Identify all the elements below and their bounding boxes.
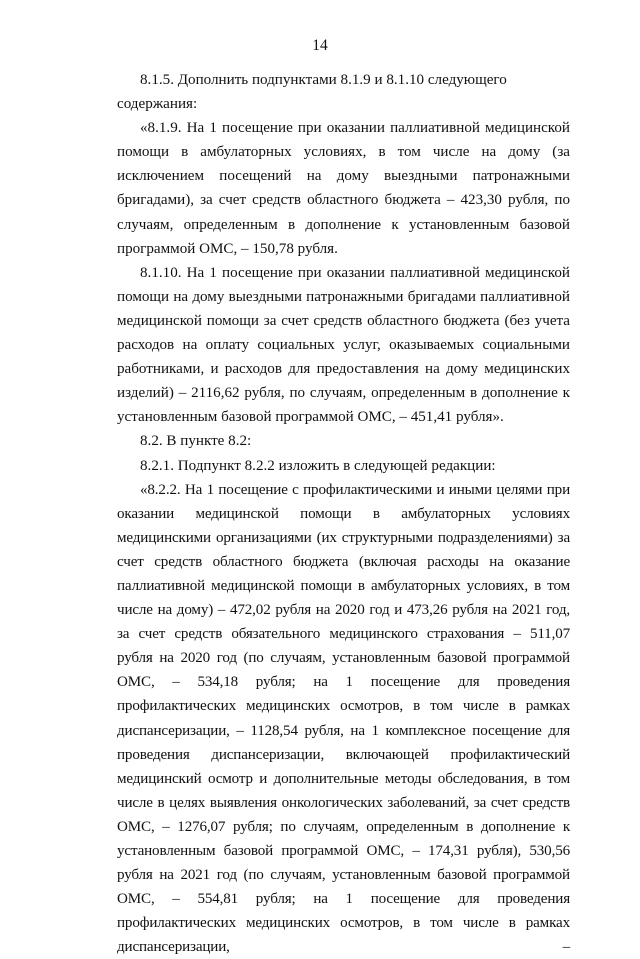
paragraph-8-2-2: «8.2.2. На 1 посещение с профилактическими и иными целями при оказании медицинской помощи в амбулаторных условиях медицинскими организациями (их структурными подразделениями) за счет средств областного бюджета (включая расходы на оказание паллиативной медицинской помощи в амбулаторных условиях, в том числе на дому) – 472,02 рубля на 2020 год и 473,26 рубля на 2021 год, за счет средств обязательного медицинского страхования – 511,07 рубля на 2020 год (по случаям, установленным базовой программой ОМС, – 534,18 рубля; на 1 посещение для проведения профилактических медицинских осмотров, в том числе в рамках диспансеризации, – 1128,54 рубля, на 1 комплексное посещение для проведения диспансеризации, включающей профилактический медицинский осмотр и дополнительные методы обследования, в том числе в целях выявления онкологических заболеваний, за счет средств ОМС, – 1276,07 рубля; по случаям, определенным в дополнение к установленным базовой программой ОМС, – 174,31 рубля), 530,56 рубля на 2021 год (по случаям, установленным базовой программой ОМС, – 554,81 рубля; на 1 посещение для проведения профилактических медицинских осмотров, в том числе в рамках диспансеризации, –	[117, 481, 570, 956]
page-number: 14	[312, 37, 328, 54]
paragraph-8-1-10: 8.1.10. На 1 посещение при оказании паллиативной медицинской помощи на дому выездными патронажными бригадами паллиативной медицинской помощи за счет средств областного бюджета (без учета расходов на оплату социальных услуг, оказываемых социальными работниками, и расходов для предоставления на дому медицинских изделий) – 2116,62 рубля, по случаям, определенным в дополнение к установленным базовой программой ОМС, – 451,41 рубля».	[117, 264, 570, 426]
document-body	[117, 68, 570, 959]
paragraph-8-1-5: 8.1.5. Дополнить подпунктами 8.1.9 и 8.1.10 следующего содержания:	[117, 72, 507, 113]
paragraph-8-1-9: «8.1.9. На 1 посещение при оказании паллиативной медицинской помощи в амбулаторных условиях, в том числе на дому (за исключением посещений на дому выездными патронажными бригадами), за счет средств областного бюджета – 423,30 рубля, по случаям, определенным в дополнение к установленным базовой программой ОМС, – 150,78 рубля.	[117, 120, 570, 257]
paragraph-8-2-1: 8.2.1. Подпункт 8.2.2 изложить в следующей редакции:	[140, 457, 496, 474]
paragraph-8-2: 8.2. В пункте 8.2:	[140, 433, 252, 450]
